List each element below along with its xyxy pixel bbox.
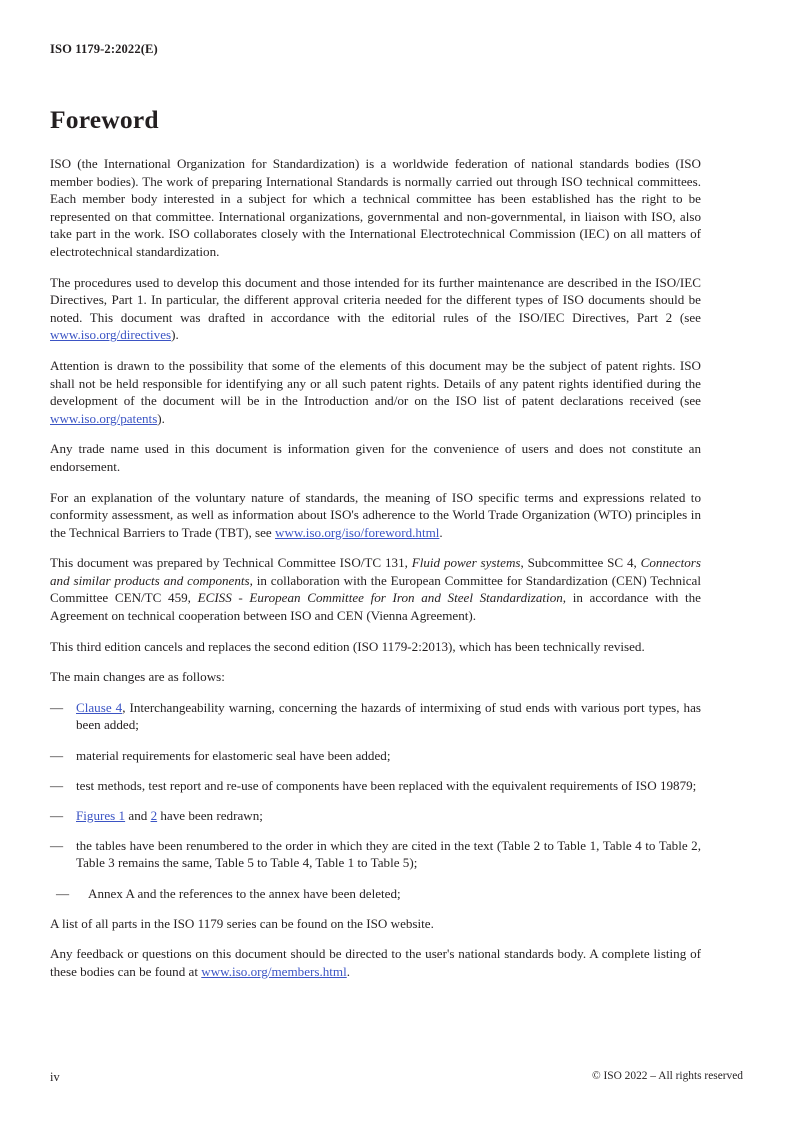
list-item-text: the tables have been renumbered to the order in which they are cited in the text (Table 2 to Table 1, Table 4 to Table 2, Table 3 remains the same, Table 5 to Table 4, Table 1 to Table 5); — [76, 837, 701, 871]
link-iso-members[interactable]: www.iso.org/members.html — [201, 963, 347, 979]
paragraph-text-b: . — [439, 524, 443, 540]
page-footer — [50, 1070, 743, 1088]
paragraph-voluntary-nature — [50, 489, 701, 542]
list-item-text: have been redrawn; — [157, 807, 263, 823]
paragraph-text: This third edition cancels and replaces the second edition (ISO 1179-2:2013), which has been technically revised. — [50, 638, 645, 654]
link-figures-1[interactable]: Figures 1 — [76, 807, 126, 823]
list-item — [50, 807, 701, 825]
link-iso-foreword[interactable]: www.iso.org/iso/foreword.html — [275, 524, 440, 540]
list-item — [50, 837, 701, 872]
em-dash-marker: — — [56, 885, 70, 901]
paragraph-text: ISO (the International Organization for Standardization) is a worldwide federation of national standards bodies (ISO member bodies). The work of preparing International Standards is normally carried out through ISO technical committees. Each member body interested in a subject for which a technical committee has been established has the right to be represented on that committee. International organizations, governmental and non-governmental, in liaison with ISO, also take part in the work. ISO collaborates closely with the International Electrotechnical Commission (IEC) on all matters of electrotechnical standardization. — [50, 156, 701, 259]
em-dash-marker: — — [50, 837, 64, 853]
committee-title-eciss: ECISS - European Committee for Iron and Steel Standardization, — [197, 590, 567, 606]
em-dash-marker: — — [50, 747, 64, 763]
paragraph-text-b: , Subcommittee SC 4, — [520, 555, 641, 571]
paragraph-main-changes-intro — [50, 668, 701, 686]
paragraph-text: Any trade name used in this document is information given for the convenience of users and does not constitute an endorsement. — [50, 441, 701, 474]
list-item — [50, 699, 701, 734]
paragraph-parts-list — [50, 915, 701, 933]
paragraph-text: A list of all parts in the ISO 1179 series can be found on the ISO website. — [50, 915, 434, 931]
running-head: ISO 1179-2:2022(E) — [50, 42, 158, 56]
main-changes-list — [50, 699, 701, 902]
paragraph-iso-intro — [50, 155, 701, 261]
list-item-text: material requirements for elastomeric seal have been added; — [76, 747, 391, 763]
committee-title-fluid-power: Fluid power systems — [411, 555, 521, 571]
list-item-text: test methods, test report and re-use of components have been replaced with the equivalent requirements of ISO 19879; — [76, 777, 697, 793]
page-title: Foreword — [50, 105, 159, 134]
paragraph-text-a: Any feedback or questions on this document should be directed to the user's national standards body. A complete listing of these bodies can be found at — [50, 946, 701, 979]
link-iso-patents[interactable]: www.iso.org/patents — [50, 410, 158, 426]
list-item — [50, 777, 701, 795]
paragraph-procedures — [50, 274, 701, 344]
link-iso-directives[interactable]: www.iso.org/directives — [50, 327, 172, 343]
paragraph-text-a: Attention is drawn to the possibility that some of the elements of this document may be the subject of patent rights. ISO shall not be held responsible for identifying any or all such patent rights. Details of any patent rights identified during the development of the document will be in the Introduction and/or on the ISO list of patent declarations received (see — [50, 357, 701, 409]
paragraph-patent-rights — [50, 357, 701, 427]
paragraph-text-b: ). — [157, 410, 165, 426]
paragraph-text-c: in collaboration with the European Committee for Standardization (CEN) Technical Committee CEN/TC 459, — [50, 572, 701, 606]
paragraph-committee — [50, 554, 701, 624]
em-dash-marker: — — [50, 807, 64, 823]
subcommittee-title-connectors: Connectors and similar products and components, — [50, 555, 701, 588]
paragraph-trade-name — [50, 440, 701, 475]
list-item — [56, 885, 701, 903]
link-figure-2[interactable]: 2 — [150, 807, 158, 823]
list-item-text: , Interchangeability warning, concerning the hazards of intermixing of stud ends with various port types, has been added; — [76, 699, 701, 733]
paragraph-feedback — [50, 945, 701, 980]
paragraph-text-a: For an explanation of the voluntary nature of standards, the meaning of ISO specific terms and expressions related to conformity assessment, as well as information about ISO's adherence to the World Trade Organization (WTO) principles in the Technical Barriers to Trade (TBT), see — [50, 489, 701, 540]
foreword-body — [50, 155, 701, 993]
em-dash-marker: — — [50, 699, 64, 715]
list-item-text: Annex A and the references to the annex have been deleted; — [88, 885, 401, 901]
list-item — [50, 747, 701, 765]
paragraph-third-edition — [50, 638, 701, 656]
paragraph-text-a: The procedures used to develop this document and those intended for its further maintenance are described in the ISO/IEC Directives, Part 1. In particular, the different approval criteria needed for the different types of ISO documents should be noted. This document was drafted in accordance with the editorial rules of the ISO/IEC Directives, Part 2 (see — [50, 274, 701, 325]
link-clause-4[interactable]: Clause 4 — [76, 699, 123, 715]
list-item-text-mid: and — [125, 807, 151, 823]
copyright-notice: © ISO 2022 – All rights reserved — [591, 1070, 743, 1082]
paragraph-text: The main changes are as follows: — [50, 669, 225, 685]
em-dash-marker: — — [50, 777, 64, 793]
paragraph-text-d: in accordance with the Agreement on technical cooperation between ISO and CEN (Vienna Agreement). — [50, 590, 701, 624]
paragraph-text-b: ). — [171, 327, 179, 343]
paragraph-text-b: . — [346, 963, 351, 979]
page-number: iv — [50, 1070, 60, 1084]
paragraph-text-a: This document was prepared by Technical Committee ISO/TC 131, — [50, 555, 412, 571]
